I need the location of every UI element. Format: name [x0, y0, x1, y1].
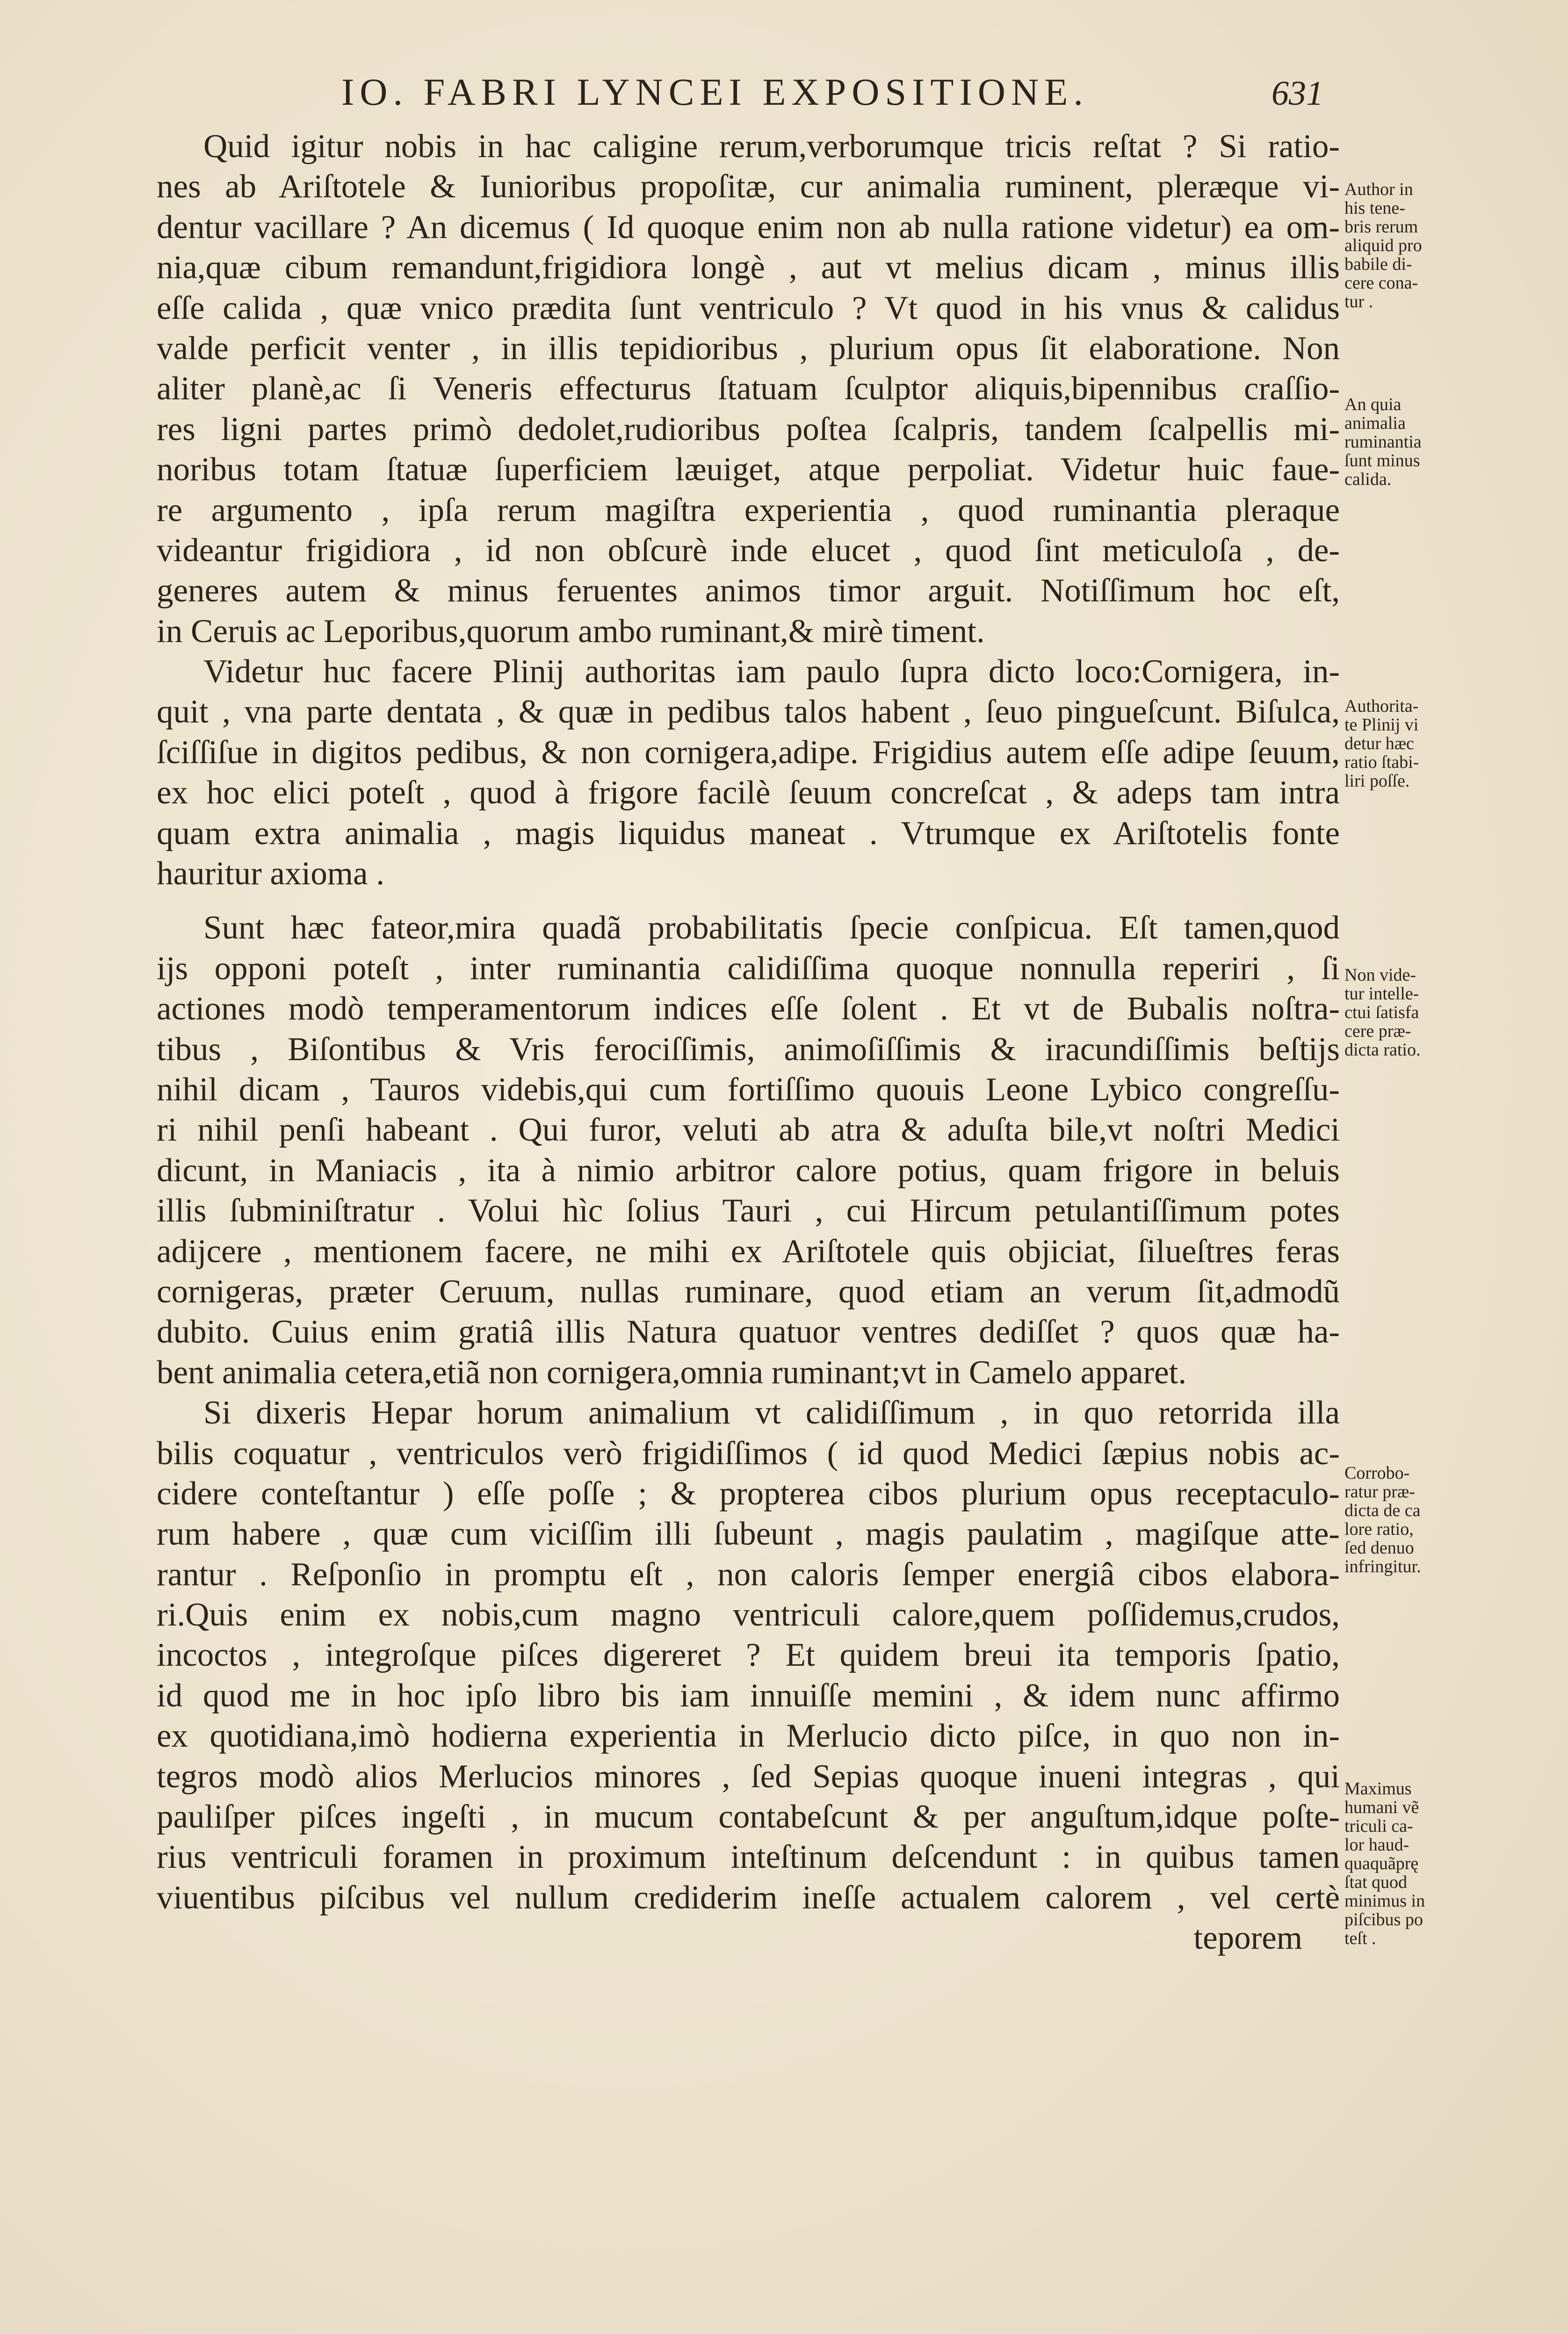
text-line: videantur frigidiora , id non obſcurè inde elucet , quod ſint meticuloſa , de-: [157, 532, 1340, 569]
margin-note-line: ratur præ-: [1344, 1482, 1415, 1502]
margin-note-line: his tene-: [1344, 198, 1405, 218]
text-line: ijs opponi poteſt , inter ruminantia calidiſſima quoque nonnulla reperiri , ſi: [157, 950, 1340, 987]
margin-note-line: piſcibus po: [1344, 1910, 1423, 1929]
text-line: ſciſſiſue in digitos pedibus, & non cornigera,adipe. Frigidius autem eſſe adipe ſeuum,: [157, 734, 1340, 771]
text-line: tibus , Biſontibus & Vris ferociſſimis, animoſiſſimis & iracundiſſimis beſtijs: [157, 1031, 1340, 1068]
margin-note-line: tur .: [1344, 292, 1373, 311]
text-line: generes autem & minus feruentes animos timor arguit. Notiſſimum hoc eſt,: [157, 572, 1340, 609]
margin-note-line: ſunt minus: [1344, 451, 1420, 470]
text-line: rius ventriculi foramen in proximum inteſtinum deſcendunt : in quibus tamen: [157, 1839, 1340, 1876]
margin-note-line: Maximus: [1344, 1779, 1412, 1799]
text-line: adijcere , mentionem facere, ne mihi ex Ariſtotele quis objiciat, ſilueſtres feras: [157, 1233, 1340, 1270]
paragraph-2: [157, 651, 1340, 894]
margin-note-line: aliquid pro: [1344, 236, 1422, 255]
text-line: cidere conteſtantur ) eſſe poſſe ; & propterea cibos plurium opus receptaculo-: [157, 1475, 1340, 1512]
text-line: eſſe calida , quæ vnico prædita ſunt ventriculo ? Vt quod in his vnus & calidus: [157, 289, 1340, 326]
text-line: quit , vna parte dentata , & quæ in pedibus talos habent , ſeuo pingueſcunt. Biſulca,: [157, 694, 1340, 730]
margin-note-line: Non vide-: [1344, 965, 1416, 985]
text-line: hauritur axioma .: [157, 855, 384, 892]
text-line: actiones modò temperamentorum indices eſſe ſolent . Et vt de Bubalis noſtra-: [157, 990, 1340, 1027]
text-line: viuentibus piſcibus vel nullum crediderim ineſſe actualem calorem , vel certè: [157, 1879, 1340, 1916]
text-line: cornigeras, præter Ceruum, nullas ruminare, quod etiam an verum ſit,admodũ: [157, 1273, 1340, 1310]
margin-note-line: Author in: [1344, 180, 1413, 199]
text-line: Sunt hæc fateor,mira quadã probabilitatis ſpecie conſpicua. Eſt tamen,quod: [203, 910, 1340, 947]
text-line: in Ceruis ac Leporibus,quorum ambo ruminant,& mirè timent.: [157, 613, 985, 650]
text-line: Videtur huc facere Plinij authoritas iam paulo ſupra dicto loco:Cornigera, in-: [203, 653, 1340, 690]
margin-note-line: An quia: [1344, 395, 1402, 414]
margin-note-line: bris rerum: [1344, 217, 1418, 237]
margin-note-line: calida.: [1344, 470, 1392, 489]
margin-note-line: te Plinij vi: [1344, 715, 1419, 735]
text-line: bent animalia cetera,etiã non cornigera,omnia ruminant;vt in Camelo apparet.: [157, 1354, 1187, 1391]
margin-note-line: cere præ-: [1344, 1021, 1411, 1041]
catchword: teporem: [1193, 1920, 1302, 1957]
margin-note-line: Corrobo-: [1344, 1463, 1410, 1483]
text-line: valde perficit venter , in illis tepidioribus , plurium opus ſit elaboratione. Non: [157, 330, 1340, 367]
margin-note-line: animalia: [1344, 413, 1406, 433]
margin-note-3: [1344, 697, 1429, 790]
margin-note-line: liri poſſe.: [1344, 771, 1410, 791]
margin-note-line: tur intelle-: [1344, 984, 1419, 1004]
text-line: re argumento , ipſa rerum magiſtra experientia , quod ruminantia pleraque: [157, 491, 1340, 528]
text-line: bilis coquatur , ventriculos verò frigidiſſimos ( id quod Medici ſæpius nobis ac-: [157, 1435, 1340, 1472]
margin-note-line: minimus in: [1344, 1891, 1425, 1911]
text-line: quam extra animalia , magis liquidus maneat . Vtrumque ex Ariſtotelis fonte: [157, 815, 1340, 852]
margin-note-line: Authorita-: [1344, 696, 1419, 716]
margin-note-2: [1344, 395, 1429, 489]
text-line: rantur . Reſponſio in promptu eſt , non caloris ſemper energiâ cibos elabora-: [157, 1556, 1340, 1593]
margin-note-line: cere cona-: [1344, 273, 1418, 293]
text-line: ex hoc elici poteſt , quod à frigore facilè ſeuum concreſcat , & adeps tam intra: [157, 774, 1340, 811]
margin-note-line: dicta de ca: [1344, 1501, 1421, 1520]
text-line: incoctos , integroſque piſces digereret ? Et quidem breui ita temporis ſpatio,: [157, 1637, 1340, 1674]
paragraph-1: [157, 126, 1340, 651]
page-number: 631: [1272, 74, 1323, 113]
margin-note-line: ſed denuo: [1344, 1538, 1414, 1558]
text-line: rum habere , quæ cum viciſſim illi ſubeunt , magis paulatim , magiſque atte-: [157, 1516, 1340, 1553]
text-line: dentur vacillare ? An dicemus ( Id quoque enim non ab nulla ratione videtur) ea om-: [157, 209, 1340, 246]
paragraph-gap: [157, 894, 1340, 908]
text-line: Si dixeris Hepar horum animalium vt calidiſſimum , in quo retorrida illa: [203, 1395, 1340, 1431]
margin-note-line: infringitur.: [1344, 1557, 1421, 1576]
margin-note-line: quaquãprę: [1344, 1854, 1419, 1873]
margin-note-1: [1344, 180, 1429, 311]
text-line: Quid igitur nobis in hac caligine rerum,verborumque tricis reſtat ? Si ratio-: [203, 128, 1340, 165]
text-line: ri nihil penſi habeant . Qui furor, veluti ab atra & aduſta bile,vt noſtri Medici: [157, 1112, 1340, 1149]
paragraph-4: [157, 1393, 1340, 1918]
text-line: dubito. Cuius enim gratiâ illis Natura quatuor ventres dediſſet ? quos quæ ha-: [157, 1314, 1340, 1351]
text-line: nia,quæ cibum remandunt,frigidiora longè , aut vt melius dicam , minus illis: [157, 249, 1340, 286]
margin-note-line: ruminantia: [1344, 432, 1422, 452]
margin-note-line: triculi ca-: [1344, 1816, 1413, 1836]
margin-note-line: lore ratio,: [1344, 1519, 1414, 1539]
text-line: noribus totam ſtatuæ ſuperficiem læuiget, atque perpoliat. Videtur huic faue-: [157, 451, 1340, 488]
paragraph-3: [157, 908, 1340, 1393]
text-line: ri.Quis enim ex nobis,cum magno ventriculi calore,quem poſſidemus,crudos,: [157, 1597, 1340, 1633]
margin-note-line: babile di-: [1344, 254, 1412, 274]
margin-note-line: detur hæc: [1344, 734, 1414, 753]
text-line: pauliſper piſces ingeſti , in mucum contabeſcunt & per anguſtum,idque poſte-: [157, 1799, 1340, 1835]
margin-note-line: ctui ſatisfa: [1344, 1003, 1419, 1022]
margin-note-5: [1344, 1464, 1429, 1576]
text-line: tegros modò alios Merlucios minores , ſed Sepias quoque inueni integras , qui: [157, 1758, 1340, 1795]
margin-note-4: [1344, 966, 1429, 1059]
margin-note-line: teſt .: [1344, 1929, 1376, 1948]
text-line: aliter planè,ac ſi Veneris effecturus ſtatuam ſculptor aliquis,bipennibus craſſio-: [157, 370, 1340, 407]
page-header: [341, 70, 1323, 126]
text-line: nihil dicam , Tauros videbis,qui cum fortiſſimo quouis Leone Lybico congreſſu-: [157, 1071, 1340, 1108]
margin-note-line: humani vẽ: [1344, 1798, 1419, 1817]
text-line: illis ſubminiſtratur . Volui hìc ſolius Tauri , cui Hircum petulantiſſimum potes: [157, 1192, 1340, 1229]
text-line: nes ab Ariſtotele & Iunioribus propoſitæ, cur animalia ruminent, pleræque vi-: [157, 168, 1340, 205]
margin-note-line: lor haud-: [1344, 1835, 1409, 1855]
margin-note-line: ſtat quod: [1344, 1872, 1408, 1892]
text-line: res ligni partes primò dedolet,rudioribus poſtea ſcalpris, tandem ſcalpellis mi-: [157, 411, 1340, 448]
running-head: IO. FABRI LYNCEI EXPOSITIONE.: [341, 71, 1089, 113]
margin-note-6: [1344, 1779, 1429, 1948]
text-line: dicunt, in Maniacis , ita à nimio arbitror calore potius, quam frigore in beluis: [157, 1152, 1340, 1189]
margin-note-line: ratio ſtabi-: [1344, 752, 1419, 772]
margin-note-line: dicta ratio.: [1344, 1040, 1421, 1060]
text-line: ex quotidiana,imò hodierna experientia in Merlucio dicto piſce, in quo non in-: [157, 1718, 1340, 1755]
text-line: id quod me in hoc ipſo libro bis iam innuiſſe memini , & idem nunc affirmo: [157, 1677, 1340, 1714]
main-text: [157, 126, 1340, 1958]
